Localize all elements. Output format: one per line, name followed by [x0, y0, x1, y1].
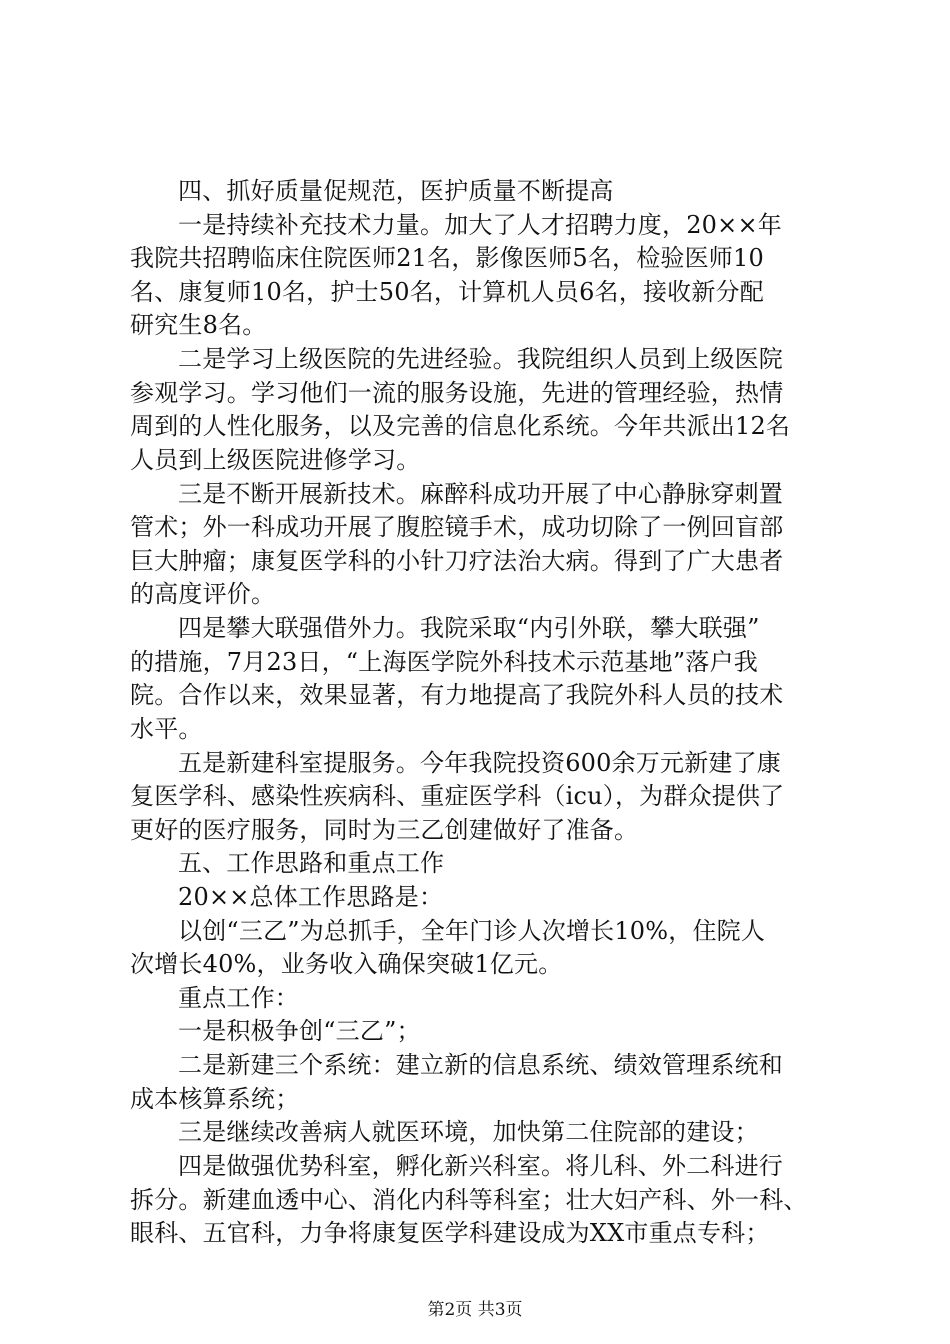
- paragraph-line: 二是新建三个系统：建立新的信息系统、绩效管理系统和: [178, 1051, 783, 1079]
- heading-section-4: 四、抓好质量促规范，医护质量不断提高: [178, 177, 614, 205]
- paragraph-line: 研究生8名。: [130, 311, 267, 339]
- paragraph-line: 名、康复师10名，护士50名，计算机人员6名，接收新分配: [130, 278, 764, 306]
- paragraph-line: 一是积极争创“三乙”；: [178, 1017, 421, 1045]
- paragraph-line: 二是学习上级医院的先进经验。我院组织人员到上级医院: [178, 345, 783, 373]
- page-number-footer: 第2页 共3页: [427, 1300, 523, 1320]
- paragraph-line: 参观学习。学习他们一流的服务设施，先进的管理经验，热情: [130, 379, 784, 407]
- paragraph-line: 的高度评价。: [130, 580, 276, 608]
- paragraph-line: 人员到上级医院进修学习。: [130, 446, 421, 474]
- paragraph-line: 我院共招聘临床住院医师21名，影像医师5名，检验医师10: [130, 244, 764, 272]
- paragraph-line: 四是做强优势科室，孵化新兴科室。将儿科、外二科进行: [178, 1152, 783, 1180]
- paragraph-line: 次增长40%，业务收入确保突破1亿元。: [130, 950, 563, 978]
- paragraph-line: 三是继续改善病人就医环境，加快第二住院部的建设；: [178, 1118, 759, 1146]
- paragraph-line: 院。合作以来，效果显著，有力地提高了我院外科人员的技术: [130, 681, 784, 709]
- paragraph-line: 一是持续补充技术力量。加大了人才招聘力度，20××年: [178, 211, 782, 239]
- paragraph-line: 管术；外一科成功开展了腹腔镜手术，成功切除了一例回盲部: [130, 513, 784, 541]
- paragraph-line: 五是新建科室提服务。今年我院投资600余万元新建了康: [178, 749, 782, 777]
- heading-section-5: 五、工作思路和重点工作: [178, 849, 445, 877]
- paragraph-line: 三是不断开展新技术。麻醉科成功开展了中心静脉穿刺置: [178, 480, 783, 508]
- paragraph-line: 水平。: [130, 715, 203, 743]
- paragraph-line: 周到的人性化服务，以及完善的信息化系统。今年共派出12名: [130, 412, 791, 440]
- paragraph-line: 以创“三乙”为总抓手，全年门诊人次增长10%，住院人: [178, 917, 766, 945]
- paragraph-line: 成本核算系统；: [130, 1085, 300, 1113]
- subheading-key-work: 重点工作：: [178, 984, 299, 1012]
- paragraph-line: 更好的医疗服务，同时为三乙创建做好了准备。: [130, 816, 639, 844]
- paragraph-line: 四是攀大联强借外力。我院采取“内引外联，攀大联强”: [178, 614, 760, 642]
- paragraph-line: 20××总体工作思路是：: [178, 883, 444, 911]
- paragraph-line: 巨大肿瘤；康复医学科的小针刀疗法治大病。得到了广大患者: [130, 547, 784, 575]
- paragraph-line: 的措施，7月23日，“上海医学院外科技术示范基地”落户我: [130, 648, 758, 676]
- paragraph-line: 拆分。新建血透中心、消化内科等科室；壮大妇产科、外一科、: [130, 1186, 808, 1214]
- paragraph-line: 复医学科、感染性疾病科、重症医学科（icu），为群众提供了: [130, 782, 785, 810]
- paragraph-line: 眼科、五官科，力争将康复医学科建设成为XX市重点专科；: [130, 1219, 770, 1247]
